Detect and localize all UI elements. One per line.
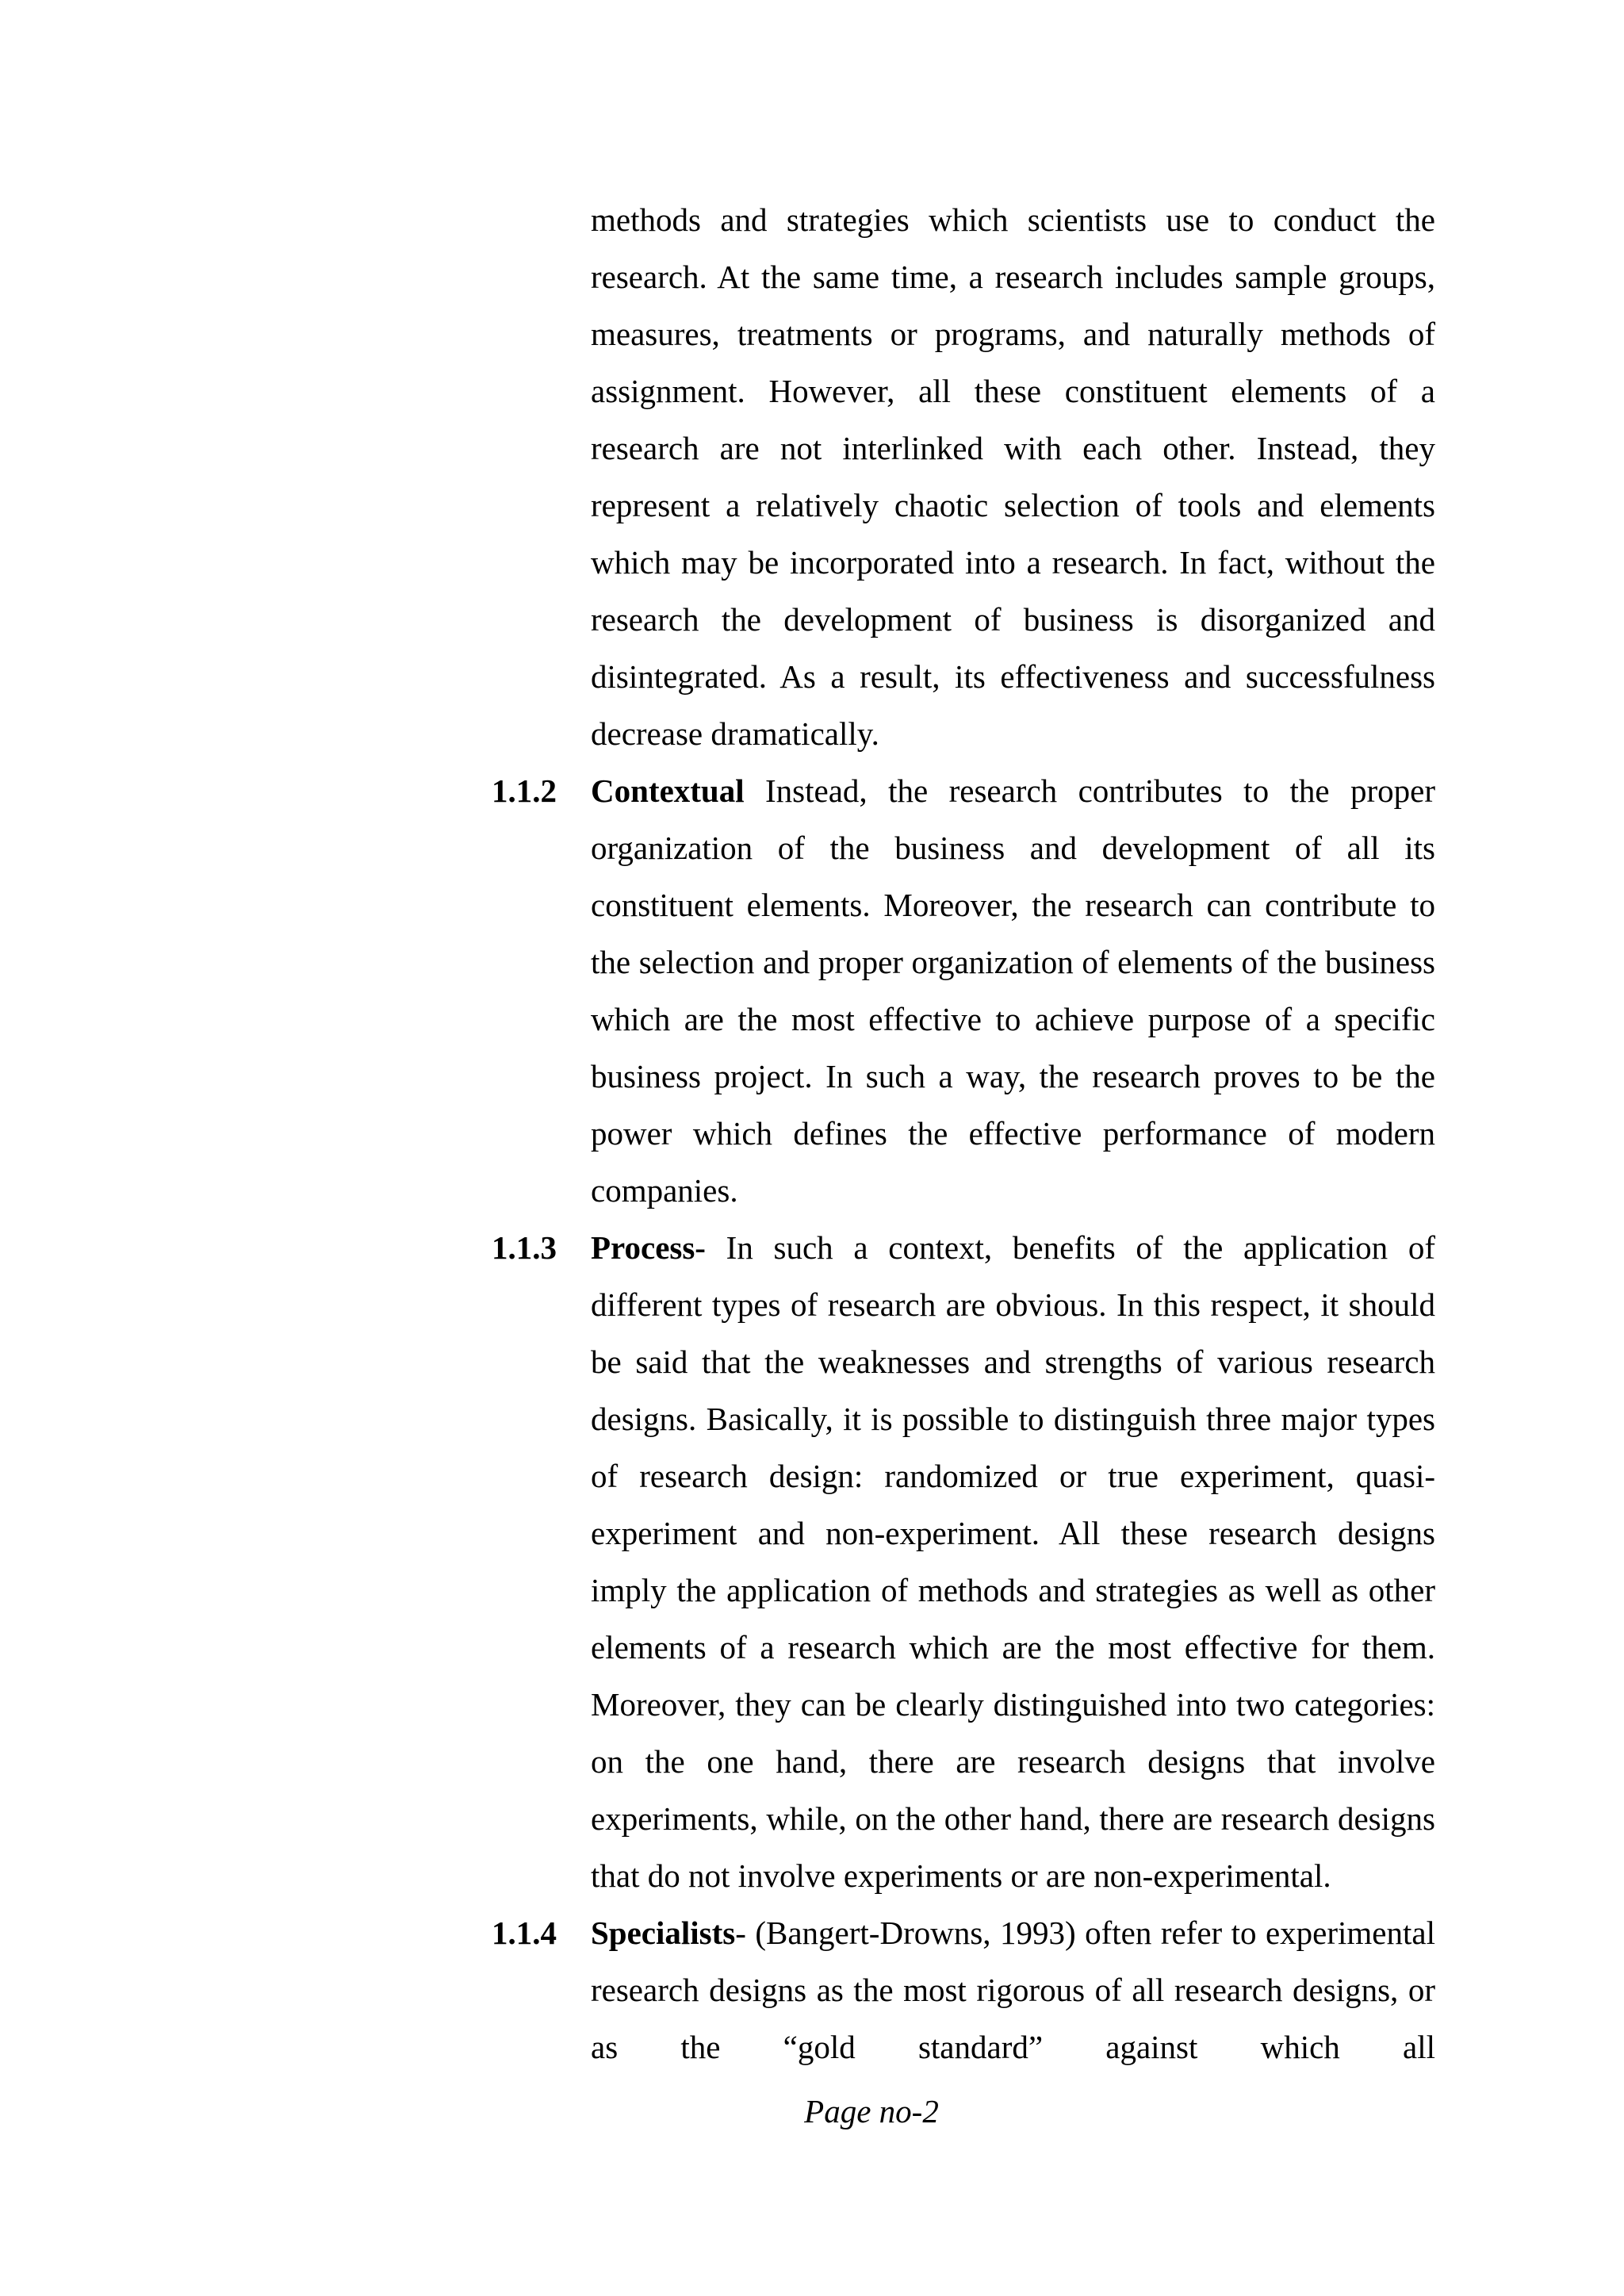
section-paragraph bbox=[591, 1904, 1435, 2076]
page-number: Page no-2 bbox=[804, 2093, 939, 2129]
section-paragraph bbox=[591, 762, 1435, 1219]
section-text: Instead, the research contributes to the proper organization of the business and development of all its constituent elements. Moreover, the research can contribute to the selection and proper organization of elements of the business which are the most effective to achieve purpose of a specific business project. In such a way, the research proves to be the power which defines the effective performance of modern companies. bbox=[591, 772, 1435, 1209]
section-heading: Contextual bbox=[591, 772, 745, 809]
section-number: 1.1.4 bbox=[492, 1915, 557, 1951]
section-heading: Specialists bbox=[591, 1915, 736, 1951]
section-1-1-3 bbox=[492, 1219, 1435, 1904]
section-number: 1.1.2 bbox=[492, 772, 557, 809]
section-number: 1.1.3 bbox=[492, 1229, 557, 1266]
section-text: In such a context, benefits of the application of different types of research are obvious. In this respect, it should be said that the weaknesses and strengths of various research designs. Basically, it is possible to distinguish three major types of research design: randomized or true experiment, quasi-experiment and non-experiment. All these research designs imply the application of methods and strategies as well as other elements of a research which are the most effective for them. Moreover, they can be clearly distinguished into two categories: on the one hand, there are research designs that involve experiments, while, on the other hand, there are research designs that do not involve experiments or are non-experimental. bbox=[591, 1229, 1435, 1894]
section-text: - (Bangert-Drowns, 1993) often refer to experimental research designs as the most rigorous of all research designs, or as the “gold standard” against which all bbox=[591, 1915, 1435, 2065]
intro-paragraph: methods and strategies which scientists use to conduct the research. At the same time, a research includes sample groups, measures, treatments or programs, and naturally methods of assignment. However, all these constituent elements of a research are not interlinked with each other. Instead, they represent a relatively chaotic selection of tools and elements which may be incorporated into a research. In fact, without the research the development of business is disorganized and disintegrated. As a result, its effectiveness and successfulness decrease dramatically. bbox=[591, 201, 1435, 752]
section-paragraph bbox=[591, 1219, 1435, 1904]
document-body bbox=[492, 191, 1435, 2076]
section-1-1-4 bbox=[492, 1904, 1435, 2076]
section-1-1-2 bbox=[492, 762, 1435, 1219]
section-heading: Process- bbox=[591, 1229, 706, 1266]
